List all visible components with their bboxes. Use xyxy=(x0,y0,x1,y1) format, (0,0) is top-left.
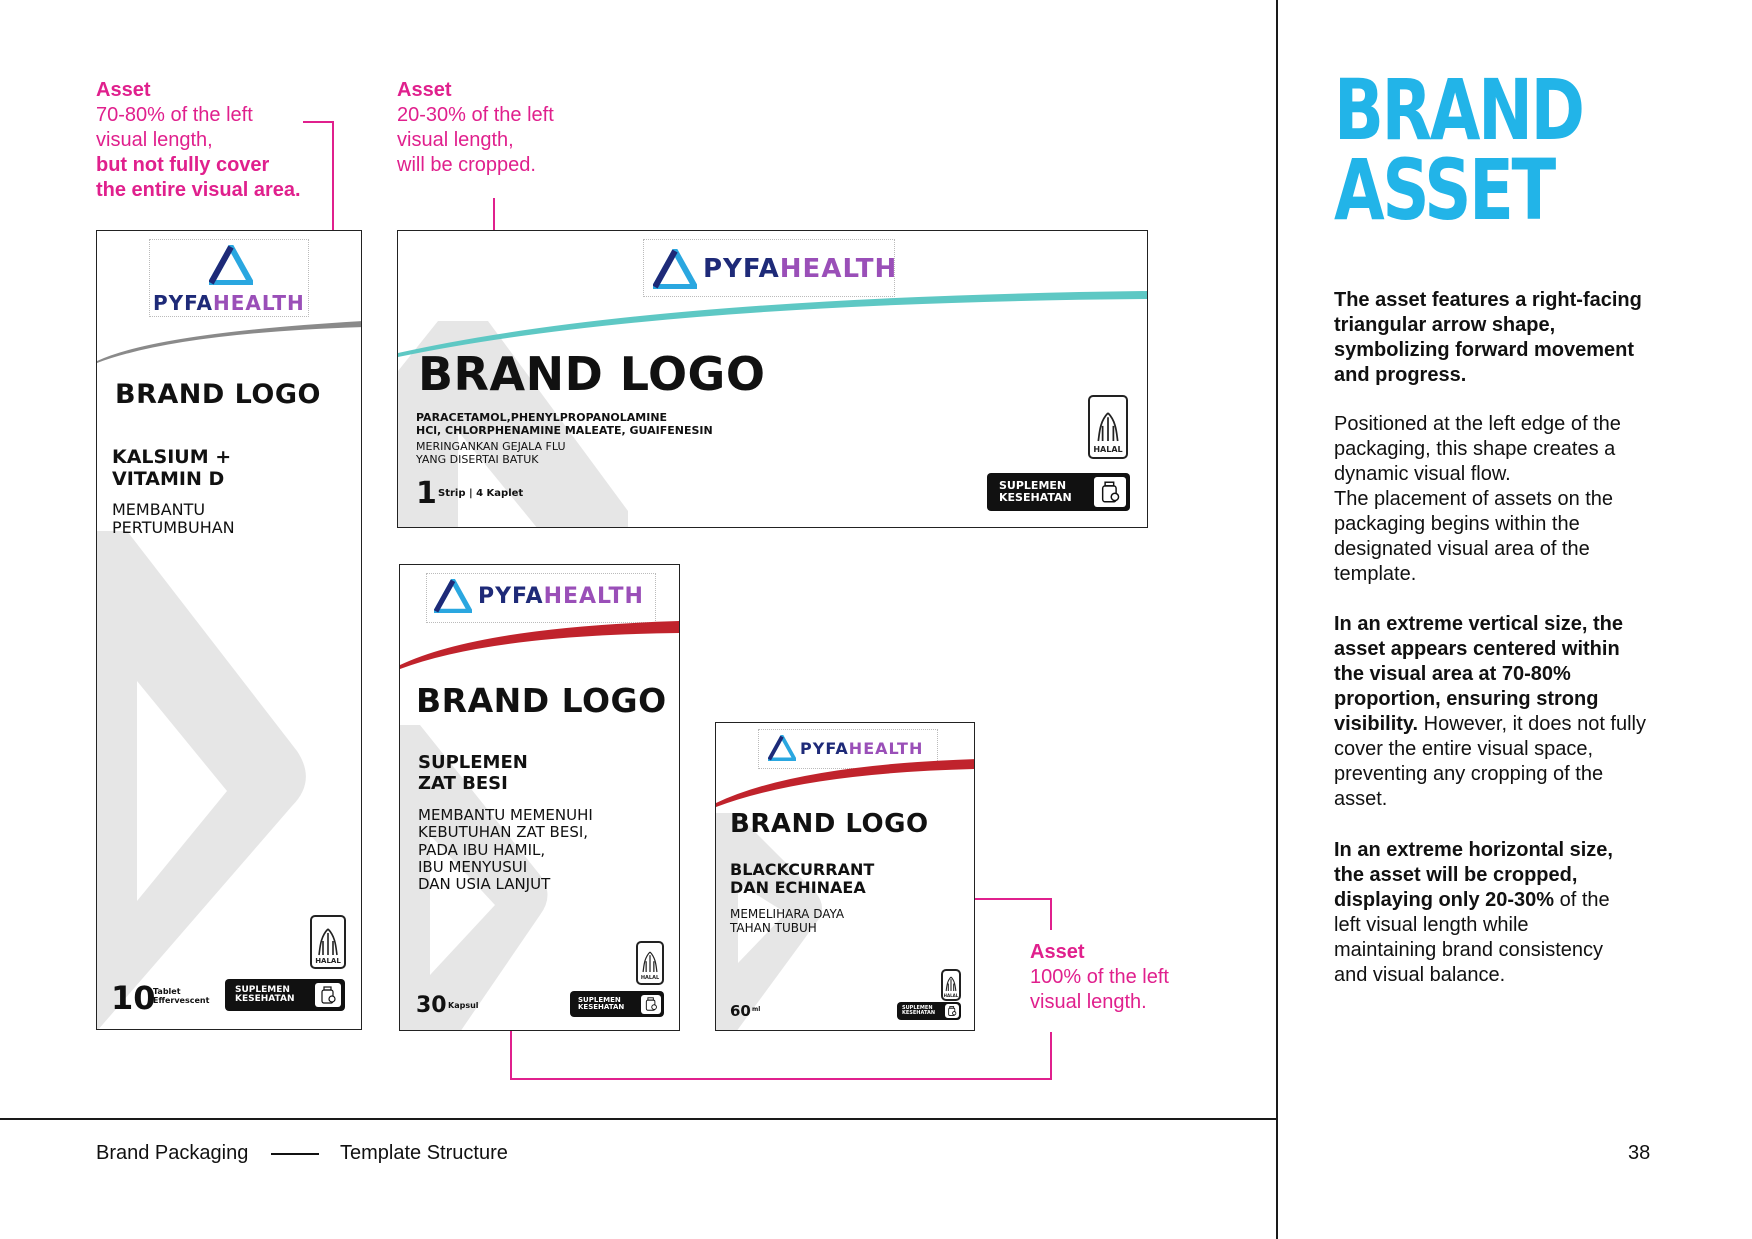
sidebar-paragraph-4-text: of the left visual length while maintaining brand consistency and visual balance. xyxy=(1334,889,1610,986)
sidebar-paragraph-3 xyxy=(1334,612,1654,812)
sidebar-paragraph-3-bold: In an extreme vertical size, the asset appears centered within the visual area at 70-80% proportion, ensuring strong visibility. xyxy=(1334,613,1624,735)
product-title: SUPLEMEN ZAT BESI xyxy=(418,752,528,794)
annotation-small xyxy=(1030,940,1270,1015)
product-description: MERINGANKAN GEJALA FLU YANG DISERTAI BATUK xyxy=(416,440,566,466)
pyfahealth-logo-icon xyxy=(653,249,697,289)
sidebar-title xyxy=(1334,61,1583,239)
pyfahealth-logo: PYFAHEALTH xyxy=(768,735,923,761)
product-title: BLACKCURRANT DAN ECHINAEA xyxy=(730,860,875,898)
sidebar-paragraph-2a: Positioned at the left edge of the packaging, this shape creates a dynamic visual flow. xyxy=(1334,413,1621,485)
product-ingredients: PARACETAMOL,PHENYLPROPANOLAMINE HCl, CHLORPHENAMINE MALEATE, GUAIFENESIN xyxy=(416,411,713,437)
annotation-heading: Asset xyxy=(1030,941,1085,963)
sidebar-paragraph-3-text: However, it does not fully cover the entire visual space, preventing any cropping of the asset. xyxy=(1334,713,1646,810)
suplemen-badge: SUPLEMEN KESEHATAN xyxy=(225,979,345,1011)
halal-icon: HALAL xyxy=(941,969,961,1001)
vertical-divider xyxy=(1276,0,1278,1239)
annotation-line: visual length. xyxy=(1030,991,1147,1013)
annotation-line: 100% of the left xyxy=(1030,966,1169,988)
pyfahealth-logo-icon xyxy=(768,735,796,761)
bracket-line xyxy=(1050,1032,1052,1079)
quantity-number: 60 xyxy=(730,1002,751,1020)
medicine-bottle-icon xyxy=(1094,477,1126,507)
annotation-line: visual length, xyxy=(397,129,514,151)
sidebar-paragraph-4 xyxy=(1334,838,1634,988)
horizontal-divider xyxy=(0,1118,1276,1120)
package-tall xyxy=(96,230,362,1030)
quantity-unit: Kapsul xyxy=(448,1001,479,1010)
footer-subsection-label: Template Structure xyxy=(340,1142,508,1164)
annotation-line: 70-80% of the left xyxy=(96,104,253,126)
quantity-unit: ml xyxy=(752,1006,761,1013)
page-number: 38 xyxy=(1628,1142,1651,1164)
package-medium xyxy=(399,564,680,1031)
bracket-line xyxy=(303,121,333,123)
brand-logo-text: BRAND LOGO xyxy=(416,681,667,720)
sidebar-paragraph-4-bold: In an extreme horizontal size, the asset will be cropped, displaying only 20-30% xyxy=(1334,839,1613,911)
medicine-bottle-icon xyxy=(315,983,341,1007)
pyfahealth-logo-icon xyxy=(434,579,472,613)
product-title: KALSIUM + VITAMIN D xyxy=(112,446,232,490)
product-description: MEMBANTU PERTUMBUHAN xyxy=(112,500,235,538)
sidebar-paragraph-1: The asset features a right-facing triangular arrow shape, symbolizing forward movement and progress. xyxy=(1334,289,1642,386)
bracket-line xyxy=(510,1078,1052,1080)
sidebar-title-line: ASSET xyxy=(1334,141,1554,239)
footer-section-label: Brand Packaging xyxy=(96,1142,249,1164)
medicine-bottle-icon xyxy=(945,1004,959,1018)
medicine-bottle-icon xyxy=(641,995,661,1014)
brand-logo-text: BRAND LOGO xyxy=(730,809,929,839)
pyfahealth-logo-icon xyxy=(209,245,253,285)
brand-logo-text: BRAND LOGO xyxy=(115,379,321,410)
product-description: MEMELIHARA DAYA TAHAN TUBUH xyxy=(730,907,845,935)
product-description: MEMBANTU MEMENUHI KEBUTUHAN ZAT BESI, PADA IBU HAMIL, IBU MENYUSUI DAN USIA LANJUT xyxy=(418,806,593,893)
quantity-number: 1 xyxy=(416,476,437,511)
halal-icon: HALAL xyxy=(636,941,664,985)
quantity-unit: Strip | 4 Kaplet xyxy=(438,488,524,499)
pyfahealth-logo: PYFAHEALTH xyxy=(653,249,897,289)
halal-icon: HALAL xyxy=(310,915,346,969)
annotation-wide xyxy=(397,78,637,178)
bracket-line xyxy=(1050,898,1052,930)
annotation-heading: Asset xyxy=(397,79,452,101)
sidebar-paragraph-2 xyxy=(1334,412,1664,587)
quantity-number: 30 xyxy=(416,993,447,1018)
red-swoosh xyxy=(400,621,680,671)
brand-logo-text: BRAND LOGO xyxy=(418,347,766,401)
annotation-line: will be cropped. xyxy=(397,154,536,176)
annotation-tall xyxy=(96,78,336,203)
quantity-unit: Tablet Effervescent xyxy=(153,987,210,1005)
annotation-bold-line: but not fully cover xyxy=(96,154,270,176)
footer-dash xyxy=(271,1153,319,1155)
sidebar-title-line: BRAND xyxy=(1334,61,1583,159)
package-wide xyxy=(397,230,1148,528)
suplemen-badge: SUPLEMEN KESEHATAN xyxy=(897,1002,961,1020)
annotation-heading: Asset xyxy=(96,79,151,101)
red-swoosh xyxy=(716,759,975,809)
pyfahealth-logo: PYFAHEALTH xyxy=(153,291,305,315)
suplemen-badge: SUPLEMEN KESEHATAN xyxy=(570,991,664,1017)
suplemen-badge: SUPLEMEN KESEHATAN xyxy=(987,473,1130,511)
quantity-number: 10 xyxy=(111,979,156,1017)
annotation-line: 20-30% of the left xyxy=(397,104,554,126)
gray-swoosh xyxy=(97,313,362,363)
halal-icon: HALAL xyxy=(1088,395,1128,459)
pyfahealth-logo: PYFAHEALTH xyxy=(434,579,644,613)
annotation-line: visual length, xyxy=(96,129,213,151)
annotation-bold-line: the entire visual area. xyxy=(96,179,301,201)
sidebar-paragraph-2b: The placement of assets on the packaging begins within the designated visual area of the template. xyxy=(1334,488,1614,585)
package-small xyxy=(715,722,975,1031)
